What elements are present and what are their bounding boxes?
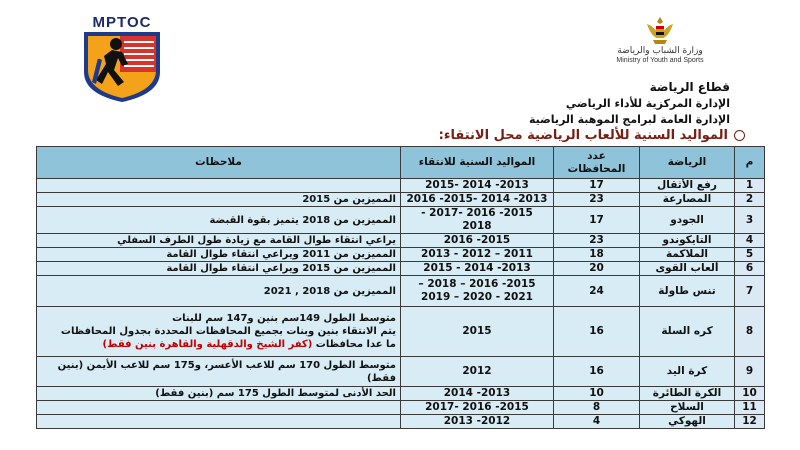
row-sport: تنس طاولة (640, 276, 735, 307)
row-years: 2013- 2014 -2015 (401, 179, 554, 193)
row-governorates: 16 (554, 307, 640, 357)
notes-exception-text: (كفر الشيخ والدقهلية والقاهرة بنين فقط) (102, 339, 313, 350)
row-sport: الجودو (640, 207, 735, 234)
row-number: 9 (735, 357, 765, 387)
table-row (37, 179, 765, 193)
row-years: 2015- 2016 -2017 (401, 401, 554, 415)
table-row (37, 401, 765, 415)
notes-line: متوسط الطول 149سم بنين و147 سم للبنات (172, 313, 396, 324)
table-row (37, 357, 765, 387)
ministry-english: Ministry of Youth and Sports (616, 57, 704, 64)
row-notes (37, 179, 401, 193)
row-sport: الكرة الطائرة (640, 387, 735, 401)
table-row (37, 387, 765, 401)
row-governorates: 17 (554, 207, 640, 234)
row-years: 2013- 2014 - 2015 (401, 262, 554, 276)
row-years: 2011 – 2012 - 2013 (401, 248, 554, 262)
row-sport: الملاكمة (640, 248, 735, 262)
header-sport: الرياضة (640, 147, 735, 179)
row-governorates: 10 (554, 387, 640, 401)
row-notes (37, 357, 401, 387)
row-number: 6 (735, 262, 765, 276)
row-sport: السلاح (640, 401, 735, 415)
row-years: 2013- 2014 (401, 387, 554, 401)
section-heading-text: المواليد السنية للألعاب الرياضية محل الانتقاء: (438, 128, 728, 143)
notes-line: فقط) (366, 372, 396, 384)
notes-line: متوسط الطول 170 سم للاعب الأعسر، و175 سم للاعب الأيمن (بنين (57, 359, 396, 371)
row-number: 5 (735, 248, 765, 262)
ministry-arabic: وزارة الشباب والرياضة (617, 46, 703, 56)
header-birth-years: المواليد السنية للانتقاء (401, 147, 554, 179)
row-notes (37, 415, 401, 429)
general-admin-title: الإدارة العامة لبرامج الموهبة الرياضية (529, 113, 730, 126)
row-sport: المصارعة (640, 193, 735, 207)
row-notes: المميزين من 2018 يتميز بقوة القبضة (37, 207, 401, 234)
table-header-row (37, 147, 765, 179)
row-number: 7 (735, 276, 765, 307)
table-row (37, 307, 765, 357)
row-number: 4 (735, 234, 765, 248)
row-notes: المميزين من 2015 (37, 193, 401, 207)
row-years: 2013- 2014 -2015- 2016 (401, 193, 554, 207)
row-number: 12 (735, 415, 765, 429)
mptoc-logo (82, 12, 162, 104)
row-notes: يراعي انتقاء طوال القامة مع زيادة طول الطرف السفلي (37, 234, 401, 248)
row-governorates: 8 (554, 401, 640, 415)
row-sport: الهوكي (640, 415, 735, 429)
row-sport: ألعاب القوى (640, 262, 735, 276)
table-row (37, 262, 765, 276)
row-notes (37, 401, 401, 415)
row-governorates: 18 (554, 248, 640, 262)
header-governorates: عدد المحافظات (554, 147, 640, 179)
row-notes: الحد الأدنى لمتوسط الطول 175 سم (بنين فقط) (37, 387, 401, 401)
row-sport: رفع الأثقال (640, 179, 735, 193)
row-number: 10 (735, 387, 765, 401)
row-governorates: 17 (554, 179, 640, 193)
row-years: 2012 (401, 357, 554, 387)
row-number: 11 (735, 401, 765, 415)
header-number: م (735, 147, 765, 179)
row-governorates: 20 (554, 262, 640, 276)
row-notes: المميزين من 2011 ويراعي انتقاء طوال القامة (37, 248, 401, 262)
row-years: 2015 (401, 307, 554, 357)
header-notes: ملاحظات (37, 147, 401, 179)
row-notes: المميزين من 2015 ويراعي انتقاء طوال القامة (37, 262, 401, 276)
row-years (401, 276, 554, 307)
table-row (37, 276, 765, 307)
eagle-emblem-icon (643, 14, 677, 48)
notes-line: يتم الانتقاء بنين وبنات بجميع المحافظات المحددة بجدول المحافظات (60, 326, 396, 337)
table-row (37, 207, 765, 234)
row-number: 2 (735, 193, 765, 207)
years-line: 2015- 2016 – 2018 – (418, 278, 536, 290)
ministry-logo (590, 14, 730, 64)
section-heading (439, 128, 745, 143)
table-row (37, 248, 765, 262)
sector-title: قطاع الرياضة (649, 80, 730, 94)
row-governorates: 16 (554, 357, 640, 387)
table-row (37, 193, 765, 207)
row-years: 2015- 2016 (401, 234, 554, 248)
logo-text: MPTOC (92, 14, 152, 31)
row-governorates: 23 (554, 234, 640, 248)
row-number: 3 (735, 207, 765, 234)
row-number: 8 (735, 307, 765, 357)
notes-line (41, 338, 396, 351)
central-admin-title: الإدارة المركزية للأداء الرياضي (565, 97, 730, 110)
birth-years-table (36, 146, 765, 429)
row-years: 2015- 2016 -2017 - 2018 (401, 207, 554, 234)
row-number: 1 (735, 179, 765, 193)
notes-line-text: ما عدا محافظات (315, 339, 396, 350)
row-notes: المميزين من 2018 , 2021 (37, 276, 401, 307)
row-sport: كره السلة (640, 307, 735, 357)
table-row (37, 234, 765, 248)
row-governorates: 24 (554, 276, 640, 307)
row-notes (37, 307, 401, 357)
row-sport: كرة اليد (640, 357, 735, 387)
table-row (37, 415, 765, 429)
row-governorates: 23 (554, 193, 640, 207)
years-line: 2021 - 2020 – 2019 (421, 291, 533, 303)
row-years: 2012- 2013 (401, 415, 554, 429)
row-sport: التايكوندو (640, 234, 735, 248)
row-governorates: 4 (554, 415, 640, 429)
circle-bullet-icon (734, 130, 745, 141)
